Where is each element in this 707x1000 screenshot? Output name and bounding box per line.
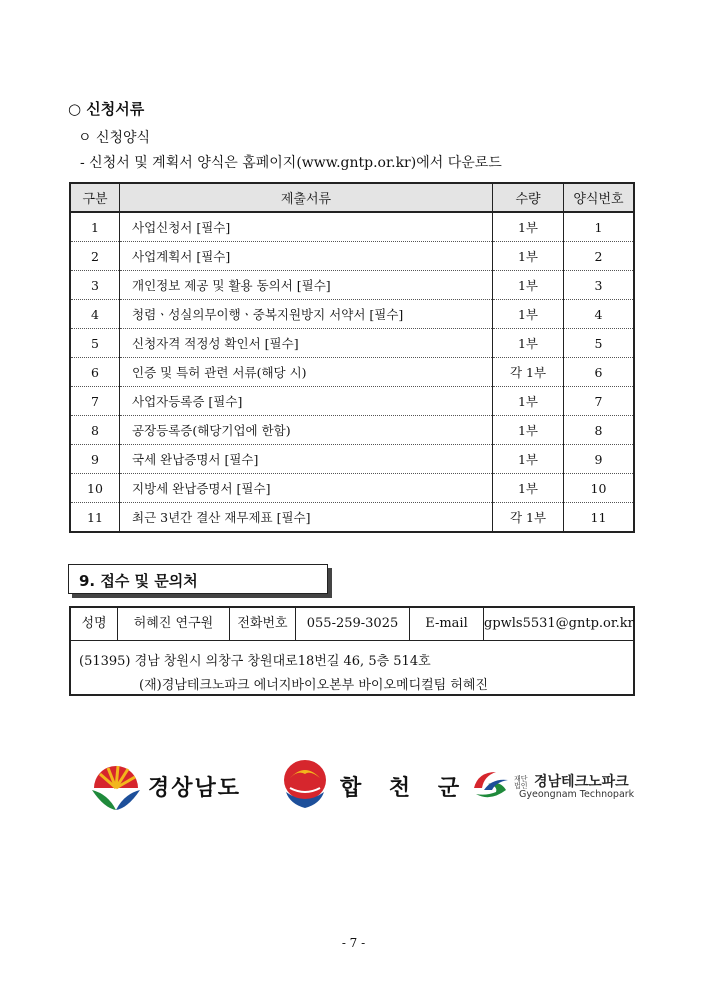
row-qty: 1부 [493, 271, 564, 300]
row-form: 4 [564, 300, 635, 329]
table-row [70, 271, 634, 300]
row-no: 4 [70, 300, 120, 329]
hapcheon-logo-icon [280, 758, 330, 812]
row-qty: 1부 [493, 474, 564, 503]
table-header-row [70, 183, 634, 212]
table-row [70, 212, 634, 242]
row-qty: 각 1부 [493, 503, 564, 533]
email-label: E-mail [410, 608, 484, 640]
phone-label: 전화번호 [230, 608, 296, 640]
sub-heading: ㅇ 신청양식 [78, 130, 151, 146]
contact-email[interactable]: gpwls5531@gntp.or.kr [484, 616, 634, 631]
row-form: 10 [564, 474, 635, 503]
row-doc: 지방세 완납증명서 [필수] [120, 474, 493, 503]
table-row [70, 503, 634, 533]
header-no: 구분 [70, 183, 120, 212]
row-form: 2 [564, 242, 635, 271]
row-no: 5 [70, 329, 120, 358]
technopark-foundation-label: 재단법인 [514, 775, 528, 790]
table-row [70, 242, 634, 271]
row-form: 3 [564, 271, 635, 300]
hapcheon-logo-text: 합 천 군 [340, 776, 470, 801]
table-row [70, 358, 634, 387]
technopark-logo-icon [470, 768, 512, 802]
row-qty: 1부 [493, 329, 564, 358]
gyeongnam-logo-text: 경상남도 [148, 776, 242, 801]
row-no: 7 [70, 387, 120, 416]
row-form: 11 [564, 503, 635, 533]
row-form: 5 [564, 329, 635, 358]
technopark-english-name: Gyeongnam Technopark [519, 789, 635, 800]
documents-table [69, 182, 635, 533]
row-doc: 최근 3년간 결산 재무제표 [필수] [120, 503, 493, 533]
row-no: 11 [70, 503, 120, 533]
row-qty: 1부 [493, 387, 564, 416]
row-form: 8 [564, 416, 635, 445]
row-no: 10 [70, 474, 120, 503]
row-doc: 공장등록증(해당기업에 한함) [120, 416, 493, 445]
row-no: 8 [70, 416, 120, 445]
download-note: - 신청서 및 계획서 양식은 홈페이지(www.gntp.or.kr)에서 다운로드 [80, 155, 502, 171]
contact-name: 허혜진 연구원 [118, 608, 230, 640]
row-doc: 신청자격 적정성 확인서 [필수] [120, 329, 493, 358]
row-qty: 1부 [493, 300, 564, 329]
row-form: 1 [564, 212, 635, 242]
table-row [70, 445, 634, 474]
row-doc: 인증 및 특허 관련 서류(해당 시) [120, 358, 493, 387]
row-qty: 1부 [493, 445, 564, 474]
name-label: 성명 [71, 608, 118, 640]
row-qty: 각 1부 [493, 358, 564, 387]
contact-phone: 055-259-3025 [296, 608, 410, 640]
row-form: 9 [564, 445, 635, 474]
section9-title: 9. 접수 및 문의처 [79, 572, 198, 590]
section-title: ○ 신청서류 [68, 100, 145, 118]
section9-title-box [68, 564, 328, 594]
technopark-name: 경남테크노파크 [534, 774, 629, 790]
page-number: - 7 - [341, 936, 366, 950]
header-doc: 제출서류 [120, 183, 493, 212]
row-no: 2 [70, 242, 120, 271]
row-doc: 사업계획서 [필수] [120, 242, 493, 271]
table-row [70, 329, 634, 358]
table-row [70, 416, 634, 445]
row-qty: 1부 [493, 212, 564, 242]
table-row [70, 387, 634, 416]
address-line-2: (재)경남테크노파크 에너지바이오본부 바이오메디컬팀 허혜진 [139, 678, 489, 693]
row-no: 3 [70, 271, 120, 300]
row-doc: 사업신청서 [필수] [120, 212, 493, 242]
address-line-1: (51395) 경남 창원시 의창구 창원대로18번길 46, 5층 514호 [79, 654, 431, 669]
row-qty: 1부 [493, 242, 564, 271]
gyeongnam-logo-icon [88, 760, 144, 812]
row-qty: 1부 [493, 416, 564, 445]
header-form: 양식번호 [564, 183, 635, 212]
header-qty: 수량 [493, 183, 564, 212]
table-row [70, 300, 634, 329]
row-doc: 개인정보 제공 및 활용 동의서 [필수] [120, 271, 493, 300]
row-doc: 청렴ㆍ성실의무이행ㆍ중복지원방지 서약서 [필수] [120, 300, 493, 329]
row-doc: 국세 완납증명서 [필수] [120, 445, 493, 474]
table-row [70, 474, 634, 503]
row-no: 1 [70, 212, 120, 242]
row-no: 6 [70, 358, 120, 387]
row-doc: 사업자등록증 [필수] [120, 387, 493, 416]
contact-box [69, 606, 635, 696]
row-form: 7 [564, 387, 635, 416]
row-form: 6 [564, 358, 635, 387]
contact-row [71, 608, 633, 641]
row-no: 9 [70, 445, 120, 474]
